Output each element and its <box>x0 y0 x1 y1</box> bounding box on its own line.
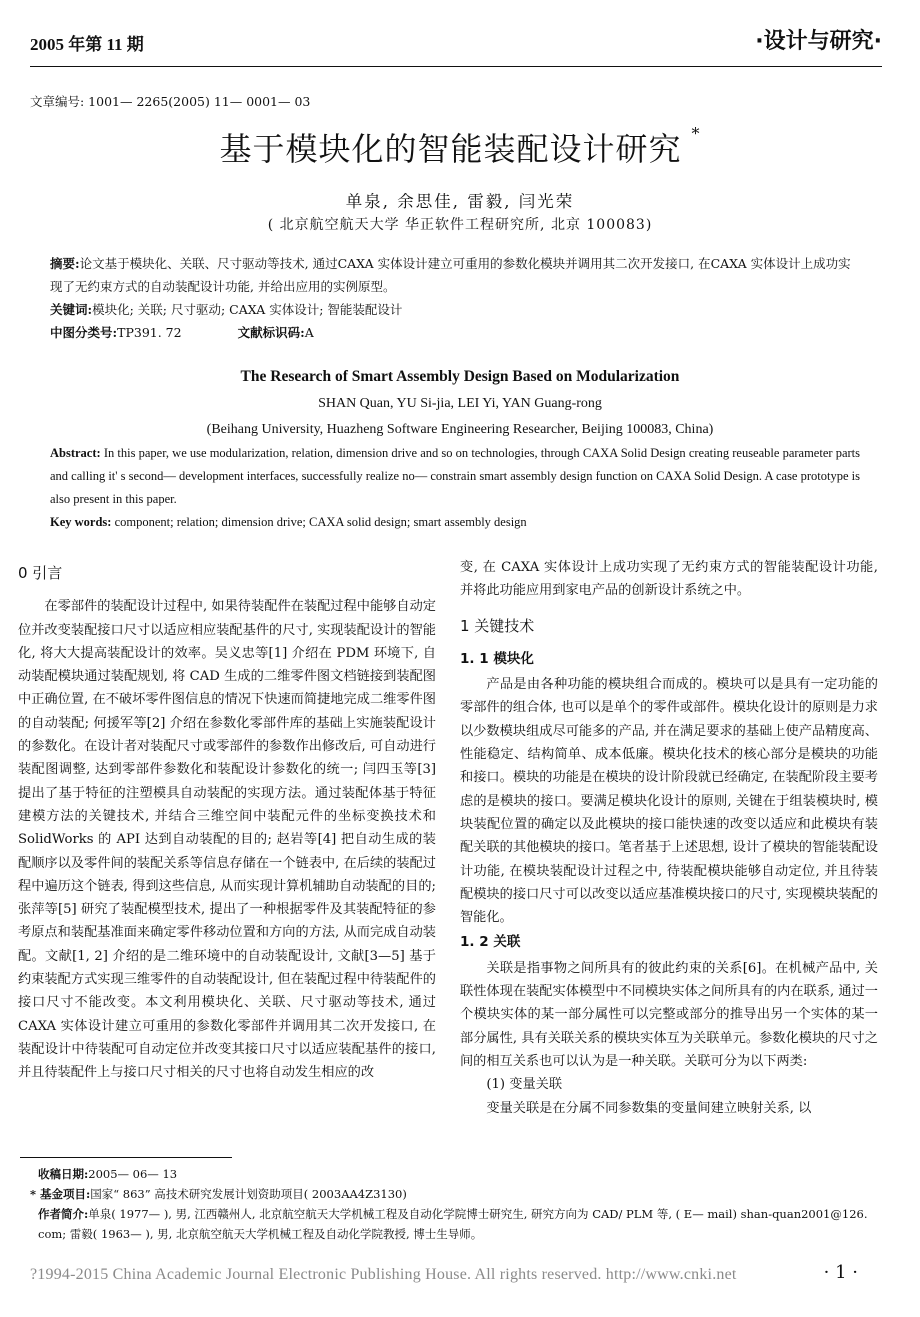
section-label: ·设计与研究· <box>755 29 882 54</box>
right-column <box>460 556 878 1120</box>
keywords-cn-text: 模块化; 关联; 尺寸驱动; CAXA 实体设计; 智能装配设计 <box>92 302 403 317</box>
variable-relation-paragraph: 变量关联是在分属不同参数集的变量间建立映射关系, 以 <box>486 1100 812 1116</box>
english-abstract-label: Abstract: <box>50 446 101 460</box>
english-abstract <box>50 442 860 511</box>
article-number: 文章编号: 1001— 2265(2005) 11— 0001— 03 <box>30 94 311 109</box>
subsection-1-2-heading: 1. 2 关联 <box>460 934 521 951</box>
classification-line <box>50 321 860 344</box>
section-1-heading: 1 关键技术 <box>460 616 535 635</box>
author-list: 单泉, 余思佳, 雷毅, 闫光荣 <box>345 192 575 211</box>
paper-title <box>0 124 920 170</box>
abstract-cn-text: 论文基于模块化、关联、尺寸驱动等技术, 通过CAXA 实体设计建立可重用的参数化模块并调用其二次开发接口, 在CAXA 实体设计上成功实现了无约束方式的自动装配设计功能, 并给出应用的实例原型。 <box>50 256 851 294</box>
received-date: 2005— 06— 13 <box>88 1167 178 1181</box>
title-footnote-mark: * <box>691 124 701 143</box>
english-abstract-text: In this paper, we use modularization, relation, dimension drive and so on technologies, through CAXA Solid Design creating reuseable parameter parts and calling it' s second— development interfaces, successfully realize no— constrain smart assembly design function on CAXA Solid Design. A case prototype is also present in this paper. <box>50 446 860 506</box>
footnote-received <box>38 1164 878 1184</box>
english-authors: SHAN Quan, YU Si-jia, LEI Yi, YAN Guang-rong <box>318 396 602 411</box>
doc-code-value: A <box>304 325 314 340</box>
english-keywords <box>50 511 860 534</box>
fund-label: * 基金项目: <box>30 1187 91 1201</box>
clc-label: 中图分类号: <box>50 325 118 340</box>
english-affiliation: (Beihang University, Huazheng Software Engineering Researcher, Beijing 100083, China) <box>206 422 714 437</box>
footnote-rule <box>20 1157 232 1158</box>
intro-continuation: 变, 在 CAXA 实体设计上成功实现了无约束方式的智能装配设计功能, 并将此功能应用到家电产品的创新设计系统之中。 <box>460 560 878 599</box>
section-0-heading: 0 引言 <box>18 564 63 582</box>
author-bio-text: 单泉( 1977— ), 男, 江西赣州人, 北京航空航天大学机械工程及自动化学院博士研究生, 研究方向为 CAD/ PLM 等, ( E— mail) shan-quan2001@126. com; 雷毅( 1963— ), 男, 北京航空航天大学机械工程及自动化学院教授, 博士生导师。 <box>38 1207 868 1241</box>
fund-text: 国家“ 863” 高技术研究发展计划资助项目( 2003AA4Z3130) <box>90 1187 407 1201</box>
footnote-author <box>38 1204 878 1244</box>
list-item-variable-relation: (1) 变量关联 <box>486 1077 563 1093</box>
abstract-cn-label: 摘要: <box>50 256 80 271</box>
left-column <box>18 556 436 1085</box>
keywords-cn-label: 关键词: <box>50 302 93 317</box>
page-number: · 1 · <box>823 1262 858 1283</box>
author-bio-label: 作者简介: <box>38 1207 89 1221</box>
english-keywords-label: Key words: <box>50 515 112 529</box>
clc-value: TP391. 72 <box>117 325 182 340</box>
affiliation: ( 北京航空航天大学 华正软件工程研究所, 北京 100083) <box>267 217 653 233</box>
abstract-cn <box>50 252 860 298</box>
subsection-1-1-heading: 1. 1 模块化 <box>460 650 534 667</box>
journal-issue: 2005 年第 11 期 <box>30 35 144 54</box>
keywords-cn <box>50 298 860 321</box>
intro-paragraph: 在零部件的装配设计过程中, 如果待装配件在装配过程中能够自动定位并改变装配接口尺寸以适应相应装配基件的尺寸, 实现装配设计的智能化, 将大大提高装配设计的效率。吴义忠等[1] 介绍在 PDM 环境下, 自动装配模块通过装配规划, 将 CAD 生成的二维零件图文档链接到装配图中正确位置, 在不破坏零件图信息的情况下快速而简捷地完成二维零件图的自动装配; 何援军等[2] 介绍在参数化零部件库的基础上实施装配设计的参数化。在设计者对装配尺寸或零部件的参数作出修改后, 可自动进行装配图调整, 达到零部件参数化和装配设计参数化的统一; 闫四玉等[3] 提出了基于特征的注塑模具自动装配的实现方法。通过装配体基于特征建模方法的关键技术, 并结合三维空间中装配元件的坐标变换技术和 SolidWorks 的 API 达到自动装配的目的; 赵岩等[4] 把自动生成的装配顺序以及零件间的装配关系等信息存储在一个链表中, 在后续的装配过程中遍历这个链表, 得到这些信息, 从而实现计算机辅助自动装配的目的; 张萍等[5] 研究了装配模型技术, 提出了一种根据零件及其装配特征的参考原点和装配基准面来确定零件移动位置和方向的方法, 从而完成自动装配。文献[1, 2] 介绍的是二维环境中的自动装配设计, 文献[3—5] 基于约束装配方式实现三维零件的自动装配设计, 但在装配过程中待装配件的接口尺寸不能改变。本文利用模块化、关联、尺寸驱动等技术, 通过 CAXA 实体设计建立可重用的参数化零部件并调用其二次开发接口, 在装配设计中待装配可自动定位并改变其接口尺寸以适应装配基件的接口, 并且待装配件上与接口尺寸相关的尺寸也将自动发生相应的改 <box>18 599 436 1081</box>
modularization-paragraph: 产品是由各种功能的模块组合而成的。模块可以是具有一定功能的零部件的组合体, 也可以是单个的零件或部件。模块化设计的原则是力求以少数模块组成尽可能多的产品, 并在满足要求的基础上使产品精度高、性能稳定、结构简单、成本低廉。模块化技术的核心部分是模块的功能和接口。模块的功能是在模块的设计阶段就已经确定, 在装配阶段主要考虑的是模块的接口。要满足模块化设计的原则, 关键在于组装模块时, 模块装配位置的确定以及此模块的接口能快速的改变以适应和此模块有装配关联的其他模块的接口。笔者基于上述思想, 设计了模块的智能装配设计功能, 在模块装配设计过程之中, 待装配模块能够自动定位, 并且待装配模块的接口尺寸可以改变以适应基准模块接口的尺寸, 实现模块装配的智能化。 <box>460 677 878 926</box>
doc-code-label: 文献标识码: <box>237 325 305 340</box>
received-label: 收稿日期: <box>38 1167 89 1181</box>
relation-paragraph: 关联是指事物之间所具有的彼此约束的关系[6]。在机械产品中, 关联性体现在装配实体模型中不同模块实体之间所具有的内在联系, 通过一个模块实体的某一部分属性可以完整或部分的推导出另一个实体的某一部分属性, 具有关联关系的模块实体互为关联单元。参数化模块的尺寸之间的相互关系也可以认为是一种关联。关联可分为以下两类: <box>460 960 878 1069</box>
header-rule <box>30 66 882 67</box>
footnote-fund <box>30 1184 870 1204</box>
english-title: The Research of Smart Assembly Design Based on Modularization <box>240 368 680 385</box>
copyright-footer: ?1994-2015 China Academic Journal Electronic Publishing House. All rights reserved. http://www.cnki.net <box>30 1266 737 1283</box>
paper-title-text: 基于模块化的智能装配设计研究 <box>219 130 682 168</box>
english-keywords-text: component; relation; dimension drive; CAXA solid design; smart assembly design <box>114 515 527 529</box>
